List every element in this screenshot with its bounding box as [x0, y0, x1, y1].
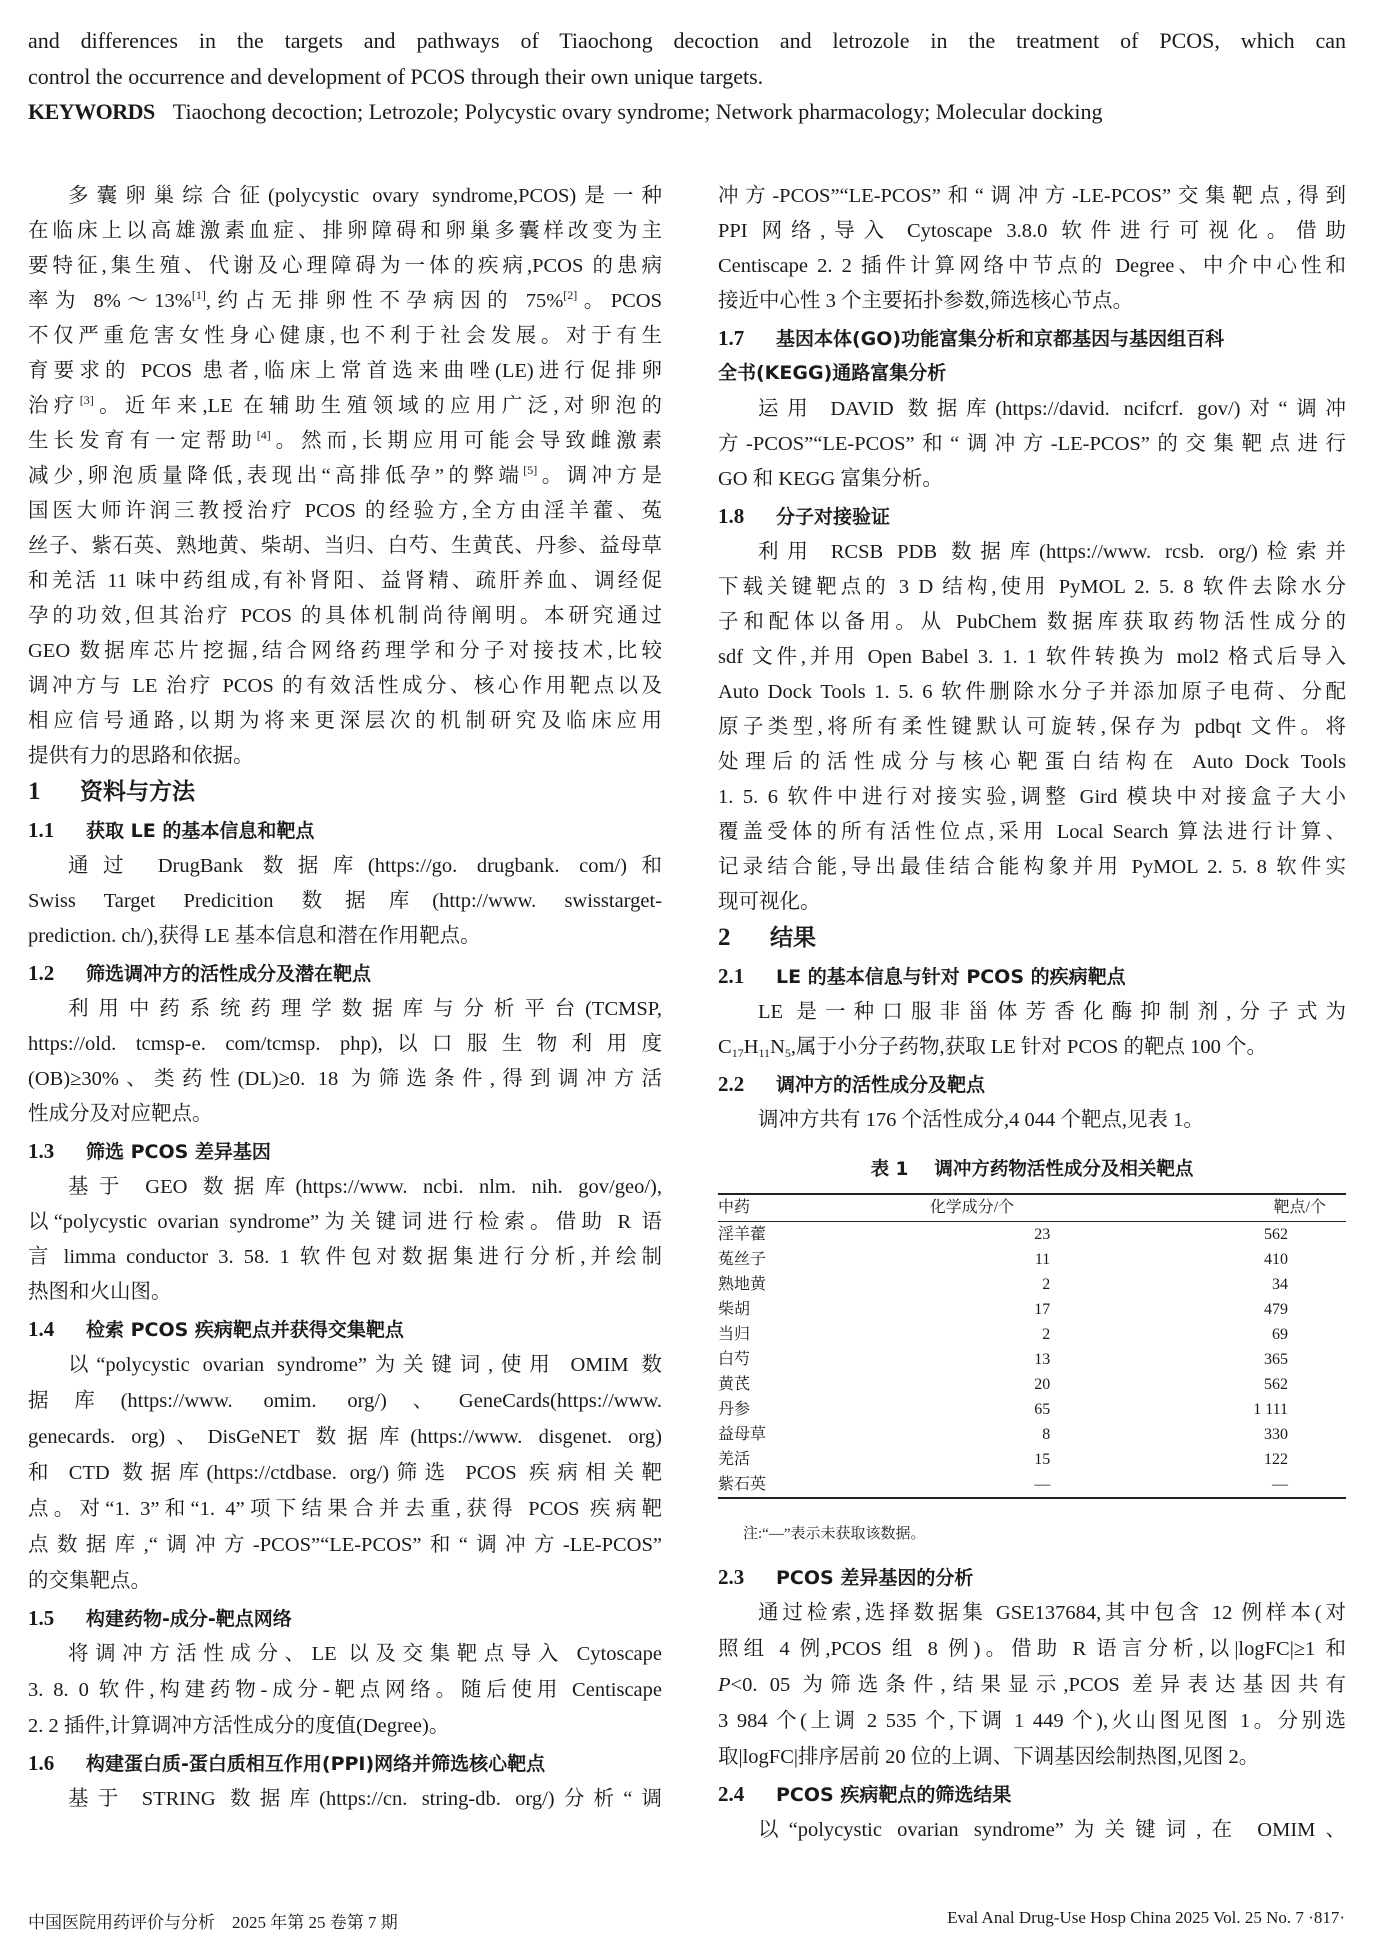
intro-line: 丝子、紫石英、熟地黄、柴胡、当归、白芍、生黄芪、丹参、益母草	[28, 535, 662, 557]
body-line: Centiscape 2. 2 插件计算网络中节点的 Degree、中介中心性和	[718, 255, 1346, 277]
body-line: 和 CTD 数据库(https://ctdbase. org/)筛选 PCOS 疾病相关靶	[28, 1462, 662, 1484]
body-line: sdf 文件,并用 Open Babel 3. 1. 1 软件转换为 mol2 格式后导入	[718, 646, 1346, 668]
target-count: 365	[1264, 1351, 1288, 1368]
body-line: 热图和火山图。	[28, 1281, 172, 1303]
body-line: 取|logFC|排序居前 20 位的上调、下调基因绘制热图,见图 2。	[718, 1746, 1260, 1768]
body-line: 运用 DAVID 数据库(https://david. ncifcrf. gov/)对“调冲	[758, 398, 1346, 420]
section-title: 基因本体(GO)功能富集分析和京都基因与基因组百科	[776, 328, 1225, 350]
body-line: 接近中心性 3 个主要拓扑参数,筛选核心节点。	[718, 290, 1134, 312]
section-heading-1-8	[718, 503, 890, 530]
table-row	[718, 1397, 1346, 1422]
compound-count: 8	[1042, 1426, 1051, 1443]
body-line: 3 984 个(上调 2 535 个,下调 1 449 个),火山图见图 1。分别选	[718, 1710, 1346, 1732]
body-line: Auto Dock Tools 1. 5. 6 软件删除水分子并添加原子电荷、分配	[718, 681, 1346, 703]
section-number: 2.4	[718, 1782, 745, 1806]
body-line: 冲方-PCOS”“LE-PCOS”和“调冲方-LE-PCOS”交集靶点,得到	[718, 185, 1346, 207]
body-line: 基于 STRING 数据库(https://cn. string-db. org/)分析“调	[68, 1788, 662, 1810]
body-line: (OB)≥30%、类药性(DL)≥0. 18 为筛选条件,得到调冲方活	[28, 1068, 662, 1090]
intro-line: 相应信号通路,以期为将来更深层次的机制研究及临床应用	[28, 710, 662, 732]
herb-name: 熟地黄	[718, 1276, 767, 1293]
body-line: PPI 网络,导入 Cytoscape 3.8.0 软件进行可视化。借助	[718, 220, 1346, 242]
table-row	[718, 1272, 1346, 1297]
section-number: 1.8	[718, 504, 745, 528]
section-number: 2.1	[718, 964, 745, 988]
section-title: 调冲方的活性成分及靶点	[776, 1074, 986, 1096]
herb-name: 淫羊藿	[718, 1226, 767, 1243]
section-number: 1.4	[28, 1317, 55, 1341]
chemical-formula: $C_{17}H_{11}N_5$	[718, 1036, 791, 1060]
compound-count: 11	[1034, 1251, 1051, 1268]
section-title: 构建药物-成分-靶点网络	[86, 1608, 292, 1630]
intro-text: ,约占无排卵性不孕病因的 75%	[205, 290, 564, 312]
body-line: 的交集靶点。	[28, 1570, 151, 1592]
table-row	[718, 1297, 1346, 1322]
body-line: 2. 2 插件,计算调冲方活性成分的度值(Degree)。	[28, 1715, 450, 1737]
intro-line	[28, 428, 662, 456]
abstract-line-2: control the occurrence and development of PCOS through their own unique targets.	[28, 64, 764, 89]
citation[interactable]: [3]	[79, 393, 94, 407]
intro-text: 减少,卵泡质量降低,表现出“高排低孕”的弊端	[28, 465, 524, 487]
table-row	[718, 1347, 1346, 1372]
section-heading-1-4	[28, 1316, 404, 1343]
citation[interactable]: [1]	[191, 288, 206, 302]
section-heading-1-7	[718, 325, 1224, 352]
table-row	[718, 1247, 1346, 1272]
section-title: 筛选 PCOS 差异基因	[86, 1141, 271, 1163]
table-row	[718, 1372, 1346, 1397]
p-value-symbol: P	[718, 1674, 731, 1696]
citation[interactable]: [4]	[256, 428, 271, 442]
body-line: 下载关键靶点的 3 D 结构,使用 PyMOL 2. 5. 8 软件去除水分	[718, 576, 1346, 598]
table-row	[718, 1447, 1346, 1472]
target-count: 562	[1264, 1376, 1288, 1393]
section-heading-2	[718, 925, 816, 951]
section-number: 1.3	[28, 1139, 55, 1163]
section-title: PCOS 差异基因的分析	[776, 1567, 974, 1589]
intro-line: 国医大师许润三教授治疗 PCOS 的经验方,全方由淫羊藿、菟	[28, 500, 662, 522]
abstract-line-1: and differences in the targets and pathways of Tiaochong decoction and letrozole in the treatment of PCOS, which can	[28, 28, 1346, 53]
section-heading-2-2	[718, 1071, 985, 1098]
body-line: GO 和 KEGG 富集分析。	[718, 468, 943, 490]
body-line: Swiss Target Predicition 数据库(http://www. swisstarget-	[28, 890, 662, 912]
body-line: genecards. org)、DisGeNET 数据库(https://www. disgenet. org)	[28, 1426, 662, 1448]
herb-name: 黄芪	[718, 1376, 751, 1393]
target-count: 69	[1272, 1326, 1288, 1343]
table-caption	[718, 1155, 1346, 1181]
body-line: 将调冲方活性成分、LE 以及交集靶点导入 Cytoscape	[68, 1643, 662, 1665]
body-line: prediction. ch/),获得 LE 基本信息和潜在作用靶点。	[28, 925, 481, 947]
intro-text: 。近年来,LE 在辅助生殖领域的应用广泛,对卵泡的	[93, 395, 662, 417]
table-row	[718, 1472, 1346, 1498]
body-line	[718, 1034, 1267, 1060]
body-line: 覆盖受体的所有活性位点,采用 Local Search 算法进行计算、	[718, 821, 1346, 843]
target-count: 479	[1264, 1301, 1288, 1318]
section-title: 结果	[770, 925, 816, 951]
body-line: 处理后的活性成分与核心靶蛋白结构在 Auto Dock Tools	[718, 751, 1346, 773]
section-title: 构建蛋白质-蛋白质相互作用(PPI)网络并筛选核心靶点	[86, 1753, 546, 1775]
intro-line: GEO 数据库芯片挖掘,结合网络药理学和分子对接技术,比较	[28, 640, 662, 662]
footer-journal-en: Eval Anal Drug-Use Hosp China 2025 Vol. 25 No. 7 ·817·	[947, 1908, 1345, 1927]
citation[interactable]: [5]	[523, 463, 538, 477]
citation[interactable]: [2]	[563, 288, 578, 302]
section-number: 1.5	[28, 1606, 55, 1630]
compound-count: 2	[1042, 1326, 1051, 1343]
body-line: LE 是一种口服非甾体芳香化酶抑制剂,分子式为	[758, 1001, 1346, 1023]
table-header-row	[718, 1194, 1346, 1222]
herb-name: 丹参	[718, 1401, 751, 1418]
body-line: 点数据库,“调冲方-PCOS”“LE-PCOS”和“调冲方-LE-PCOS”	[28, 1534, 662, 1556]
section-heading-1	[28, 779, 195, 805]
section-heading-1-2	[28, 960, 371, 987]
section-title: 检索 PCOS 疾病靶点并获得交集靶点	[86, 1319, 404, 1341]
section-title: LE 的基本信息与针对 PCOS 的疾病靶点	[776, 966, 1126, 988]
herb-name: 益母草	[718, 1426, 767, 1443]
body-line: 点。对“1. 3”和“1. 4”项下结果合并去重,获得 PCOS 疾病靶	[28, 1498, 662, 1520]
body-line: 据库(https://www. omim. org/)、GeneCards(https://www.	[28, 1390, 662, 1412]
body-line: 照组 4 例,PCOS 组 8 例)。借助 R 语言分析,以|logFC|≥1 和	[718, 1638, 1346, 1660]
table-row	[718, 1222, 1346, 1248]
body-line: 言 limma conductor 3. 58. 1 软件包对数据集进行分析,并绘制	[28, 1246, 662, 1268]
target-count: 122	[1264, 1451, 1288, 1468]
table-row	[718, 1422, 1346, 1447]
body-line: 利用 RCSB PDB 数据库(https://www. rcsb. org/)检索并	[758, 541, 1346, 563]
intro-line: 不仅严重危害女性身心健康,也不利于社会发展。对于有生	[28, 325, 662, 347]
section-heading-1-3	[28, 1138, 271, 1165]
body-line: 3. 8. 0 软件,构建药物-成分-靶点网络。随后使用 Centiscape	[28, 1679, 662, 1701]
target-count: 410	[1264, 1251, 1288, 1268]
body-line: 以“polycystic ovarian syndrome”为关键词,使用 OMIM 数	[68, 1354, 662, 1376]
body-line: 以“polycystic ovarian syndrome”为关键词进行检索。借助 R 语	[28, 1211, 662, 1233]
compound-count: —	[834, 1472, 1051, 1498]
compound-count: 2	[1042, 1276, 1051, 1293]
column-header: 化学成分/个	[834, 1194, 1051, 1222]
compound-count: 20	[1034, 1376, 1051, 1393]
body-line: 以“polycystic ovarian syndrome”为关键词,在 OMIM、	[758, 1819, 1346, 1841]
target-count: 330	[1264, 1426, 1288, 1443]
intro-line: 提供有力的思路和依据。	[28, 745, 254, 767]
body-line: 通过检索,选择数据集 GSE137684,其中包含 12 例样本(对	[758, 1602, 1346, 1624]
section-number: 2.2	[718, 1072, 745, 1096]
body-line: 利用中药系统药理学数据库与分析平台(TCMSP,	[68, 998, 662, 1020]
intro-text: 。调冲方是	[537, 465, 662, 487]
body-line: 记录结合能,导出最佳结合能构象并用 PyMOL 2. 5. 8 软件实	[718, 856, 1346, 878]
body-line: 性成分及对应靶点。	[28, 1103, 213, 1125]
section-title: 筛选调冲方的活性成分及潜在靶点	[86, 963, 372, 985]
section-heading-2-1	[718, 963, 1126, 990]
section-title: 获取 LE 的基本信息和靶点	[86, 820, 315, 842]
footer-journal-cn: 中国医院用药评价与分析 2025 年第 25 卷第 7 期	[28, 1913, 398, 1932]
intro-text: 。然而,长期应用可能会导致雌激素	[270, 430, 662, 452]
column-header: 靶点/个	[1050, 1194, 1346, 1222]
target-count: —	[1050, 1472, 1346, 1498]
body-text: <0. 05 为筛选条件,结果显示,PCOS 差异表达基因共有	[730, 1674, 1346, 1696]
section-title: PCOS 疾病靶点的筛选结果	[776, 1784, 1012, 1806]
table-title: 调冲方药物活性成分及相关靶点	[934, 1159, 1194, 1180]
intro-line: 和羌活 11 味中药组成,有补肾阳、益肾精、疏肝养血、调经促	[28, 570, 662, 592]
column-header: 中药	[718, 1194, 834, 1222]
compound-count: 13	[1034, 1351, 1051, 1368]
keywords-line	[28, 99, 1102, 125]
target-count: 562	[1264, 1226, 1288, 1243]
section-heading-2-4	[718, 1781, 1011, 1808]
intro-text: 。PCOS	[577, 290, 662, 312]
intro-text: 生长发育有一定帮助	[28, 430, 257, 452]
compound-count: 17	[1034, 1301, 1051, 1318]
body-line: 子和配体以备用。从 PubChem 数据库获取药物活性成分的	[718, 611, 1346, 633]
target-count: 34	[1272, 1276, 1288, 1293]
section-title: 资料与方法	[80, 779, 195, 805]
section-heading-2-3	[718, 1564, 973, 1591]
body-line: 现可视化。	[718, 891, 821, 913]
section-heading-1-7-cont: 全书(KEGG)通路富集分析	[718, 362, 947, 384]
body-line: https://old. tcmsp-e. com/tcmsp. php),以口服生物利用度	[28, 1033, 662, 1055]
herb-name: 菟丝子	[718, 1251, 767, 1268]
intro-line: 调冲方与 LE 治疗 PCOS 的有效活性成分、核心作用靶点以及	[28, 675, 662, 697]
section-number: 2.3	[718, 1565, 745, 1589]
section-heading-1-5	[28, 1605, 292, 1632]
herb-name: 柴胡	[718, 1301, 751, 1318]
intro-line: 要特征,集生殖、代谢及心理障碍为一体的疾病,PCOS 的患病	[28, 255, 662, 277]
section-heading-1-1	[28, 817, 314, 844]
herb-name: 白芍	[718, 1351, 751, 1368]
body-line: 方-PCOS”“LE-PCOS”和“调冲方-LE-PCOS”的交集靶点进行	[718, 433, 1346, 455]
intro-line: 孕的功效,但其治疗 PCOS 的具体机制尚待阐明。本研究通过	[28, 605, 662, 627]
herb-name: 紫石英	[718, 1472, 834, 1498]
section-number: 2	[718, 924, 731, 951]
compound-count: 65	[1034, 1401, 1051, 1418]
intro-line: 多囊卵巢综合征(polycystic ovary syndrome,PCOS)是一种	[68, 185, 662, 207]
intro-line: 育要求的 PCOS 患者,临床上常首选来曲唑(LE)进行促排卵	[28, 360, 662, 382]
table-1	[718, 1193, 1346, 1499]
body-line: 原子类型,将所有柔性键默认可旋转,保存为 pdbqt 文件。将	[718, 716, 1346, 738]
intro-text: 率为 8%～13%	[28, 290, 192, 312]
body-text: ,属于小分子药物,获取 LE 针对 PCOS 的靶点 100 个。	[790, 1036, 1267, 1058]
keywords-text: Tiaochong decoction; Letrozole; Polycystic ovary syndrome; Network pharmacology; Molecular docking	[172, 99, 1103, 124]
body-line	[718, 1672, 1346, 1700]
table-row	[718, 1322, 1346, 1347]
intro-line	[28, 393, 662, 421]
section-number: 1.1	[28, 818, 55, 842]
target-count: 1 111	[1253, 1401, 1288, 1418]
section-number: 1.2	[28, 961, 55, 985]
table-number: 表 1	[870, 1159, 909, 1180]
keywords-label: KEYWORDS	[28, 99, 155, 124]
body-line: 1. 5. 6 软件中进行对接实验,调整 Gird 模块中对接盒子大小	[718, 786, 1346, 808]
intro-line: 在临床上以高雄激素血症、排卵障碍和卵巢多囊样改变为主	[28, 220, 662, 242]
body-line: 通过 DrugBank 数据库(https://go. drugbank. com/)和	[68, 855, 662, 877]
herb-name: 羌活	[718, 1451, 751, 1468]
section-title: 分子对接验证	[776, 506, 891, 528]
intro-text: 治疗	[28, 395, 80, 417]
compound-count: 23	[1034, 1226, 1051, 1243]
intro-line	[28, 288, 662, 316]
compound-count: 15	[1034, 1451, 1051, 1468]
section-heading-1-6	[28, 1750, 545, 1777]
section-number: 1	[28, 778, 41, 805]
section-number: 1.7	[718, 326, 745, 350]
body-line: 调冲方共有 176 个活性成分,4 044 个靶点,见表 1。	[758, 1109, 1204, 1131]
section-number: 1.6	[28, 1751, 55, 1775]
herb-name: 当归	[718, 1326, 751, 1343]
table-note: 注:“—”表示未获取该数据。	[743, 1526, 926, 1542]
body-line: 基于 GEO 数据库(https://www. ncbi. nlm. nih. gov/geo/),	[68, 1176, 662, 1198]
intro-line	[28, 463, 662, 491]
